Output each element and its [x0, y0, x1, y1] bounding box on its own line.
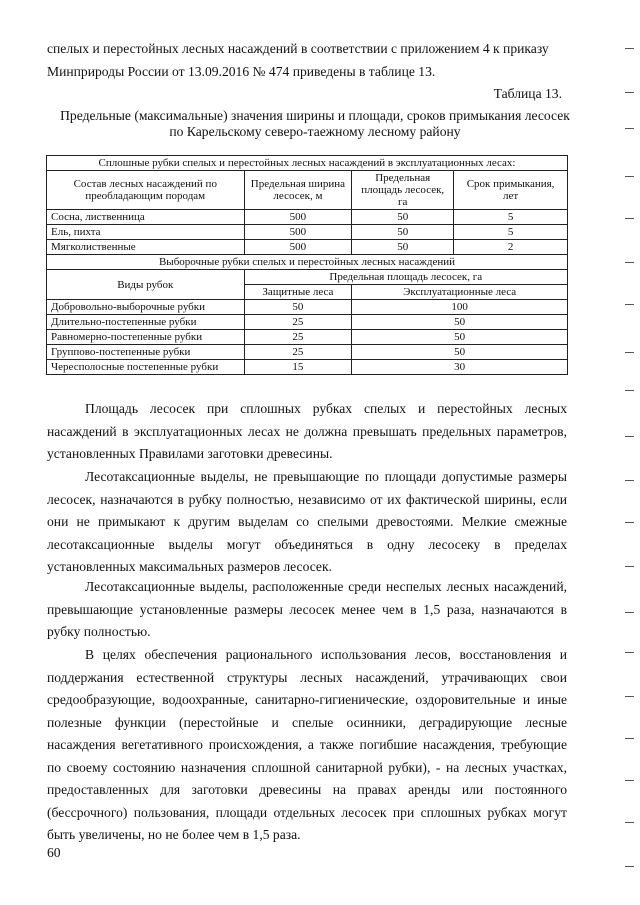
table-row [47, 360, 568, 375]
table-row [47, 210, 568, 225]
margin-mark [625, 522, 634, 523]
header-area: Предельная площадь лесосек, га [352, 171, 454, 210]
header-composition: Состав лесных насаждений по преобладающим породам [47, 171, 245, 210]
margin-mark [625, 48, 634, 49]
table-row [47, 345, 568, 360]
margin-mark [625, 92, 634, 93]
header-width: Предельная ширина лесосек, м [244, 171, 352, 210]
limits-table [46, 155, 568, 375]
row-area: 50 [352, 210, 454, 225]
row-name: Ель, пихта [47, 225, 245, 240]
page-number: 60 [47, 845, 61, 860]
table-caption [60, 108, 570, 140]
margin-mark [625, 262, 634, 263]
margin-mark [625, 480, 634, 481]
paragraph-4: В целях обеспечения рационального использования лесов, восстановления и поддержания естественной структуры лесных насаждений, утрачивающих свои средообразующие, водоохранные, санитарно-гигиенические, оздоровительные и иные полезные функции (перестойные и спелые осинники, деградирующие лесные насаждения вегетативного происхождения, а также погибшие насаждения, требующие по своему состоянию назначения сплошной санитарной рубки), - на лесных участках, предоставленных для заготовки древесины на правах аренды или постоянного (бессрочного) пользования, площади отдельных лесосек при сплошных рубках могут быть увеличены, но не более чем в 1,5 раза. [47, 647, 567, 842]
table-row [47, 240, 568, 255]
margin-mark [625, 390, 634, 391]
intro-paragraph [47, 38, 567, 83]
table-row [47, 315, 568, 330]
paragraph-1: Площадь лесосек при сплошных рубках спелых и перестойных лесных насаждений в эксплуатационных лесах не должна превышать предельных параметров, установленных Правилами заготовки древесины. [47, 401, 567, 461]
margin-mark [625, 128, 634, 129]
row-protective: 25 [244, 345, 352, 360]
margin-mark [625, 612, 634, 613]
row-area: 50 [352, 225, 454, 240]
row-exploitation: 50 [352, 330, 568, 345]
row-width: 500 [244, 210, 352, 225]
row-name: Группово-постепенные рубки [47, 345, 245, 360]
table-row [47, 225, 568, 240]
margin-mark [625, 566, 634, 567]
margin-mark [625, 866, 634, 867]
margin-mark [625, 352, 634, 353]
row-protective: 25 [244, 330, 352, 345]
paragraph-3: Лесотаксационные выделы, расположенные среди неспелых лесных насаждений, превышающие установленные размеры лесосек менее чем в 1,5 раза, назначаются в рубку полностью. [47, 579, 567, 639]
caption-line-2: по Карельскому северо-таежному лесному району [169, 124, 461, 139]
row-term: 2 [454, 240, 568, 255]
margin-mark [625, 696, 634, 697]
margin-mark [625, 436, 634, 437]
margin-mark [625, 218, 634, 219]
margin-mark [625, 176, 634, 177]
row-name: Длительно-постепенные рубки [47, 315, 245, 330]
row-protective: 25 [244, 315, 352, 330]
margin-mark [625, 652, 634, 653]
table-label: Таблица 13. [493, 86, 562, 101]
paragraph-2: Лесотаксационные выделы, не превышающие по площади допустимые размеры лесосек, назначаются в рубку полностью, независимо от их фактической ширины, если они не примыкают к другим выделам со спелыми древостоями. Мелкие смежные лесотаксационные выделы могут объединяться в одну лесосеку в пределах установленных максимальных размеров лесосек. [47, 469, 567, 574]
row-protective: 15 [244, 360, 352, 375]
row-name: Добровольно-выборочные рубки [47, 300, 245, 315]
row-area: 50 [352, 240, 454, 255]
header-exploitation: Эксплуатационные леса [352, 285, 568, 300]
margin-mark [625, 780, 634, 781]
section2-header-row [47, 270, 568, 285]
table-row [47, 300, 568, 315]
row-exploitation: 50 [352, 315, 568, 330]
row-term: 5 [454, 225, 568, 240]
section2-title-row [47, 255, 568, 270]
header-types: Виды рубок [47, 270, 245, 300]
row-name: Равномерно-постепенные рубки [47, 330, 245, 345]
header-protective: Защитные леса [244, 285, 352, 300]
row-exploitation: 50 [352, 345, 568, 360]
section2-title: Выборочные рубки спелых и перестойных лесных насаждений [47, 255, 568, 270]
table-row [47, 330, 568, 345]
row-width: 500 [244, 240, 352, 255]
row-name: Сосна, лиственница [47, 210, 245, 225]
section1-title-row [47, 156, 568, 171]
row-name: Мягколиственные [47, 240, 245, 255]
intro-line-2: Минприроды России от 13.09.2016 № 474 приведены в таблице 13. [47, 63, 436, 79]
row-protective: 50 [244, 300, 352, 315]
margin-mark [625, 822, 634, 823]
margin-mark [625, 304, 634, 305]
section1-title: Сплошные рубки спелых и перестойных лесных насаждений в эксплуатационных лесах: [47, 156, 568, 171]
intro-line-1: спелых и перестойных лесных насаждений в соответствии с приложением 4 к приказу [47, 41, 549, 56]
header-term: Срок примыкания, лет [454, 171, 568, 210]
section1-header-row [47, 171, 568, 210]
row-width: 500 [244, 225, 352, 240]
caption-line-1: Предельные (максимальные) значения ширины и площади, сроков примыкания лесосек [60, 108, 570, 123]
margin-mark [625, 738, 634, 739]
row-exploitation: 30 [352, 360, 568, 375]
row-exploitation: 100 [352, 300, 568, 315]
row-term: 5 [454, 210, 568, 225]
header-area-2: Предельная площадь лесосек, га [244, 270, 567, 285]
row-name: Чересполосные постепенные рубки [47, 360, 245, 375]
